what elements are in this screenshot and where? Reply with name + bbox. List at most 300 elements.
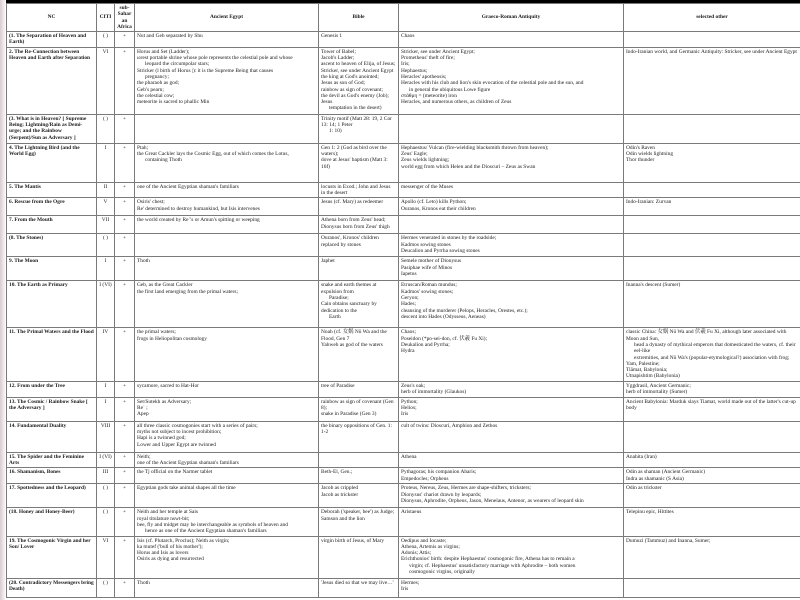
cell-graeco [399, 216, 624, 234]
cell-line: Re' determined to destroy humankind, but Isis intervenes [137, 205, 260, 212]
cell-line: Genesis 1 [321, 33, 343, 40]
cell-line: Semele mother of Dionysus [401, 258, 462, 265]
cell-graeco [399, 468, 624, 484]
cell-citi: ( ) [97, 32, 115, 48]
cell-line: Oedipus and Iocaste; [401, 537, 447, 544]
cell-other [624, 216, 800, 234]
cell-line: Thoth [137, 579, 150, 586]
cell-line: containing Thoth [145, 157, 182, 164]
table-row [7, 216, 800, 234]
cell-ssa: + [115, 484, 135, 508]
cell-other [624, 328, 800, 381]
cell-line: Paradise; [329, 294, 349, 301]
cell-line: Hermes venerated in stones by the roadside; [401, 235, 497, 242]
cell-line: the first land emerging from the primal waters; [137, 288, 238, 295]
cell-citi: I [97, 397, 115, 421]
cell-line: all three classic cosmogonies start with a series of pairs; [137, 422, 258, 429]
cell-line: Dionysus born from Zeus' thigh [321, 223, 390, 230]
cell-ssa: + [115, 397, 135, 421]
cell-line: Lower and Upper Egypt are twinned [137, 441, 216, 448]
cell-ssa: + [115, 381, 135, 397]
cell-line: Dionysus' chariot drawn by leopards; [401, 491, 482, 498]
cell-bible [319, 32, 399, 48]
cell-line: hence as one of the Ancient Egyptian shaman's familiars [145, 528, 267, 535]
cell-line: Deukalion and Pyrrha; [401, 341, 450, 348]
cell-egypt [135, 47, 319, 114]
cell-other [624, 198, 800, 216]
cell-line: Odin as shaman (Ancient Germanic) [626, 469, 706, 476]
cell-line: Hephaestus; [401, 67, 428, 74]
cell-line: Hephaestus/ Vulcan (fire-wielding blacksmith thrown from heaven); [401, 144, 549, 151]
cell-graeco [399, 281, 624, 328]
table-row [7, 198, 800, 216]
cell-line: Adonis; Attis; [401, 550, 432, 557]
cell-line: Prometheus' theft of fire; [401, 55, 455, 62]
cell-graeco [399, 198, 624, 216]
cell-line: Japhet [321, 258, 335, 265]
cell-line: messenger of the Muses [401, 183, 453, 190]
cell-line: extremities, and Nü Wa's (popular-etymological?) association with frog; [634, 354, 790, 361]
cell-line: Stricker (l birth of Horus |): it is the Supreme Being that causes [137, 67, 274, 74]
cell-line: Isis (cf. Plutarch, Proclus); Neith as virgin; [137, 537, 230, 544]
cell-line: the devil as God's enemy (Job); Jesus [321, 92, 389, 106]
cell-line: the Tj official on the Narmer tablet [137, 469, 213, 476]
table-row [7, 484, 800, 508]
table-row [7, 397, 800, 421]
cell-bible [319, 234, 399, 257]
cell-citi: I (VI) [97, 281, 115, 328]
cell-egypt [135, 421, 319, 452]
cell-line: Indo-Iranian: Zurvan [626, 199, 672, 206]
cell-line: Yggdrasil, Ancient Germanic; [626, 382, 691, 389]
cell-line: pregnancy; [145, 73, 169, 80]
cell-line: rainbow as sign of covenant; [321, 86, 383, 93]
cell-line: ka mutef ('bull of his mother'); [137, 543, 203, 550]
cell-line: Hades; [401, 301, 416, 308]
cell-line: Geb's pearn; [137, 86, 164, 93]
cell-ssa: + [115, 452, 135, 468]
cell-line: Reʿ ; [137, 405, 148, 412]
cell-other [624, 484, 800, 508]
cell-graeco [399, 578, 624, 597]
cell-bible [319, 143, 399, 182]
cell-line: Earth [329, 313, 341, 320]
cell-egypt [135, 484, 319, 508]
cell-line: στάθμη = (meteorite) iron [401, 92, 457, 99]
cell-line: virgin birth of Jesus, of Mary [321, 537, 385, 544]
cell-line: Trinity motif (Matt 28: 19, 2 Cor 13: 14; 1 Peter [321, 115, 392, 129]
cell-line: Yam, Palestine; [626, 360, 660, 367]
cell-graeco [399, 508, 624, 536]
cell-ssa: + [115, 281, 135, 328]
cell-line: Ancient Babylonia: Marduk slays Tiamat, world made out of the latter's cut-up body [626, 398, 796, 412]
cell-nc: 15. The Spider and the Feminine Arts [7, 452, 97, 468]
cell-egypt [135, 216, 319, 234]
table-row [7, 257, 800, 281]
cell-line: Set/Sutekh as Adversary; [137, 398, 192, 405]
cell-line: Tiāmat, Babylonia; [626, 367, 668, 374]
cell-other [624, 281, 800, 328]
cell-line: Pasiphae wife of Minos [401, 264, 453, 271]
cell-other [624, 182, 800, 198]
cell-ssa: + [115, 508, 135, 536]
cell-egypt [135, 536, 319, 578]
cell-line: Ouranos, Kronos eat their children [401, 205, 476, 212]
cell-line: cult of twins: Dioscuri, Amphion and Zethos [401, 422, 498, 429]
cell-bible [319, 281, 399, 328]
cell-egypt [135, 198, 319, 216]
table-body [7, 32, 800, 597]
cell-line: Noah (cf. 女娲 Nü Wa and the Flood, Gen 7 [321, 329, 387, 342]
cell-other [624, 421, 800, 452]
table-row [7, 32, 800, 48]
cell-egypt [135, 381, 319, 397]
cell-line: Neith; [137, 453, 151, 460]
cell-line: classic China: 女娲 Nü Wa and 伏羲 Fu Xi, although later associated with Moon and Sun, [626, 329, 787, 342]
cell-ssa: + [115, 32, 135, 48]
cell-egypt [135, 397, 319, 421]
cell-nc: 13. The Cosmic / Rainbow Snake [ the Adversary ] [7, 397, 97, 421]
cell-line: leopard the circumpolar stars; [145, 61, 210, 68]
cell-line: frogs in Heliopolitan cosmology [137, 335, 207, 342]
cell-citi: V [97, 198, 115, 216]
cell-line: rainbow as sign of covenant (Gen 8); [321, 398, 394, 412]
cell-graeco [399, 32, 624, 48]
cell-line: Odin wields lightning [626, 151, 674, 158]
cell-bible [319, 468, 399, 484]
cell-line: dove at Jesus' baptism (Matt 3: 16f) [321, 157, 388, 170]
cell-line: Stricker, see under Ancient Egypt [321, 67, 394, 74]
cell-bible [319, 328, 399, 381]
cell-graeco [399, 182, 624, 198]
cell-line: Horus and Isis as lovers [137, 550, 189, 557]
cell-nc: 2. The Re-Connection between Heaven and Earth after Separation [7, 47, 97, 114]
cell-citi: VI [97, 47, 115, 114]
cell-line: Jacob as crippled [321, 485, 359, 492]
cell-graeco [399, 114, 624, 143]
cell-nc: 19. The Cosmogonic Virgin and her Son/ Lover [7, 536, 97, 578]
document-sheet [6, 3, 800, 600]
cell-citi: III [97, 468, 115, 484]
cell-line: Dionysus, Aphrodite, Orpheus, Jason, Menelaus, Antenor, as wearers of leopard skin [401, 497, 584, 504]
cell-line: Anahita (Iran) [626, 453, 657, 460]
cell-line: meteorite is sacred to phallic Min [137, 99, 210, 106]
table-row [7, 143, 800, 182]
cell-line: Athena, Artemis as virgins; [401, 543, 460, 550]
cell-line: Zeus wields lightning; [401, 157, 450, 164]
cell-line: Utnapishtim (Babylonia) [626, 373, 680, 380]
cell-line: head a dynasty of mythical emperors that domesticated the waters, cf. their eel-like [634, 341, 796, 355]
cell-line: Osiris as dying and resurrected [137, 556, 204, 563]
cell-line: Kadmos sowing stones [401, 241, 451, 248]
cell-citi: IV [97, 328, 115, 381]
cell-line: temptation in the desert) [329, 105, 382, 112]
cell-line: Erichthonios' birth: despite Hephaestus' cosmogonic fire, Athena has to remain a [401, 556, 575, 563]
header-selected-other: selected other [624, 4, 800, 32]
cell-graeco [399, 536, 624, 578]
cell-citi: ( ) [97, 508, 115, 536]
cell-nc: 6. Rescue from the Ogre [7, 198, 97, 216]
cell-graeco [399, 397, 624, 421]
cell-egypt [135, 182, 319, 198]
cell-line: Pythagoras; his companion Abaris; [401, 469, 477, 476]
cell-nc: 12. From under the Tree [7, 381, 97, 397]
table-row [7, 381, 800, 397]
cell-line: Jesus (cf. Mary) as redeemer [321, 199, 384, 206]
cell-line: myths not subject to incest prohibition; [137, 429, 222, 436]
cell-egypt [135, 234, 319, 257]
cell-line: Odin's Raven [626, 144, 655, 151]
cell-line: Heracles' apotheosis; [401, 73, 447, 80]
cell-line: Apep [137, 411, 149, 418]
cell-nc: 4. The Lightning Bird (and the World Egg) [7, 143, 97, 182]
cell-nc: (8. The Stones) [7, 234, 97, 257]
cell-graeco [399, 257, 624, 281]
cell-other [624, 452, 800, 468]
cell-egypt [135, 281, 319, 328]
cell-line: snake and earth themes at expulsion from [321, 282, 377, 295]
cell-nc: 5. The Mantis [7, 182, 97, 198]
cell-ssa: + [115, 578, 135, 597]
cell-line: Horus and Set (Ladder); [137, 48, 190, 55]
cell-nc: 16. Shamanism, Bones [7, 468, 97, 484]
cell-line: Stricker, see under Ancient Egypt; [401, 48, 475, 55]
cell-nc: 17. Spottedness and the Leopard) [7, 484, 97, 508]
cell-citi: VIII [97, 421, 115, 452]
cell-ssa: + [115, 182, 135, 198]
cell-line: Iris [401, 411, 409, 418]
cell-egypt [135, 32, 319, 48]
cell-line: Osiris' chest; [137, 199, 165, 206]
cell-graeco [399, 328, 624, 381]
table-header-row [7, 4, 800, 32]
cell-line: Empedocles; Orpheus [401, 475, 449, 482]
cell-line: descent into Hades (Odysseus, Aeneas) [401, 313, 486, 320]
cell-other [624, 257, 800, 281]
cell-line: Dumuzi (Tammuz) and Inanna, Sumer; [626, 537, 711, 544]
cell-bible [319, 114, 399, 143]
comparison-table [6, 3, 800, 598]
cell-line: Athena [401, 453, 417, 460]
cell-bible [319, 452, 399, 468]
cell-bible [319, 578, 399, 597]
cell-line: Inanna's descent (Sumer) [626, 282, 681, 289]
table-row [7, 536, 800, 578]
cell-line: Jesus as son of God; [321, 80, 366, 87]
table-row [7, 578, 800, 597]
cell-line: Iris [401, 585, 409, 592]
cell-line: Egyptian gods take animal shapes all the time [137, 485, 236, 492]
cell-line: herb of immortality (Glaukos) [401, 389, 467, 396]
cell-bible [319, 536, 399, 578]
cell-line: Ptah; [137, 144, 149, 151]
cell-citi: VI [97, 536, 115, 578]
cell-line: sycamore, sacred to Hat-Hor [137, 382, 199, 389]
header-citi: CITI [97, 4, 115, 32]
cell-line: Chaos [401, 33, 415, 40]
cell-nc: 11. The Primal Waters and the Flood [7, 328, 97, 381]
cell-graeco [399, 47, 624, 114]
cell-line: one of the Ancient Egyptian shaman's familiars [137, 183, 239, 190]
cell-bible [319, 47, 399, 114]
cell-line: Odin as trickster [626, 485, 662, 492]
cell-bible [319, 508, 399, 536]
cell-line: Ouranos', Kronos' children replaced by stones [321, 235, 379, 248]
cell-line: Apollo (cf. Leto) kills Python; [401, 199, 467, 206]
cell-graeco [399, 421, 624, 452]
cell-line: Neith and her temple at Sais [137, 509, 198, 516]
table-row [7, 468, 800, 484]
cell-egypt [135, 578, 319, 597]
cell-egypt [135, 508, 319, 536]
cell-line: Proteus, Nereus, Zeus, Hermes are shape-shifters, tricksters; [401, 485, 531, 492]
cell-line: Gen 1: 2 (God as bird over the waters); [321, 144, 387, 158]
cell-line: in general the ubiquitous Lowe figure [409, 86, 491, 93]
cell-line: snake in Paradise (Gen 3) [321, 411, 377, 418]
cell-line: Iris; [401, 61, 410, 68]
cell-line: Deucalion and Pyrrha sowing stones [401, 247, 480, 254]
cell-nc: (20. Contradictory Messengers bring Death) [7, 578, 97, 597]
cell-line: Iapetus [401, 270, 417, 277]
cell-line: ascent to heaven of Elija, of Jesus; [321, 61, 396, 68]
cell-graeco [399, 143, 624, 182]
cell-ssa: + [115, 468, 135, 484]
cell-line: Geryon; [401, 294, 419, 301]
cell-line: ωrest portable shrine whose pole represents the celestial pole and whose [137, 55, 293, 62]
cell-line: Etruscan/Roman mundus; [401, 282, 457, 289]
cell-other [624, 468, 800, 484]
cell-citi: ( ) [97, 234, 115, 257]
cell-ssa: + [115, 328, 135, 381]
table-row [7, 47, 800, 114]
cell-nc: 10. The Earth as Primary [7, 281, 97, 328]
table-row [7, 234, 800, 257]
cell-graeco [399, 484, 624, 508]
cell-line: Cain obtains sanctuary by dedication to the [321, 301, 377, 314]
cell-line: Hermes; [401, 579, 420, 586]
cell-nc: (1. The Separation of Heaven and Earth) [7, 32, 97, 48]
cell-egypt [135, 257, 319, 281]
cell-line: herb of immortality (Sumer) [626, 389, 688, 396]
table-row [7, 421, 800, 452]
cell-line: Jacob's Ladder; [321, 55, 355, 62]
cell-nc: 9. The Moon [7, 257, 97, 281]
cell-line: the celestial cow; [137, 92, 175, 99]
cell-line: Indra as shamanic (S Asia) [626, 475, 684, 482]
cell-other [624, 143, 800, 182]
cell-citi: I [97, 381, 115, 397]
cell-line: virgin; cf. Hephaestus' unsatisfactory marriage with Aphrodite – both women [409, 562, 576, 569]
table-row [7, 508, 800, 536]
cell-nc: 7. From the Mouth [7, 216, 97, 234]
cell-line: Beth-El, Gen.; [321, 469, 353, 476]
table-row [7, 328, 800, 381]
cell-other [624, 381, 800, 397]
cell-other [624, 234, 800, 257]
cell-line: Deborah ('speaker, bee') as Judge; [321, 509, 395, 516]
cell-line: Samson and the lion [321, 515, 365, 522]
cell-line: the world created by Reʿ's or Amun's spitting or weeping [137, 217, 260, 224]
cell-egypt [135, 328, 319, 381]
cell-line: Hydra [401, 348, 415, 355]
cell-ssa: + [115, 198, 135, 216]
cell-bible [319, 257, 399, 281]
cell-ssa: + [115, 114, 135, 143]
cell-line: Helios; [401, 405, 417, 412]
header-graeco-roman: Graeco-Roman Antiquity [399, 4, 624, 32]
cell-graeco [399, 381, 624, 397]
cell-citi: I [97, 257, 115, 281]
cell-line: the primal waters; [137, 329, 176, 336]
header-nc: NC [7, 4, 97, 32]
cell-line: Thoth [137, 258, 150, 265]
cell-egypt [135, 452, 319, 468]
cell-line: Jacob as trickster [321, 491, 359, 498]
cell-ssa: + [115, 47, 135, 114]
table-row [7, 281, 800, 328]
cell-line: Zeus's oak; [401, 382, 426, 389]
cell-line: Telepinu epic, Hittites [626, 509, 674, 516]
cell-line: cosmogonic virgins, originally [409, 569, 475, 576]
cell-egypt [135, 143, 319, 182]
cell-nc: (18. Honey and Honey-Beer) [7, 508, 97, 536]
cell-graeco [399, 234, 624, 257]
header-ancient-egypt: Ancient Egypt [135, 4, 319, 32]
cell-nc: (3. What is in Heaven? [ Supreme Being; Lightning/Rain as Demi-urge; and the Rainbow (Serpent)/Sun as Adversary ] [7, 114, 97, 143]
cell-line: Tower of Babel; [321, 48, 356, 55]
cell-other [624, 508, 800, 536]
cell-line: Kadmos' sowing stones; [401, 288, 454, 295]
cell-ssa: + [115, 216, 135, 234]
cell-line: Nut and Geb separated by Shu [137, 33, 203, 40]
cell-other [624, 114, 800, 143]
cell-line: Poseidon (*po-sei-don, cf. 伏羲 Fu Xi); [401, 335, 488, 342]
cell-other [624, 536, 800, 578]
cell-graeco [399, 452, 624, 468]
cell-ssa: + [115, 257, 135, 281]
cell-ssa: + [115, 143, 135, 182]
cell-other [624, 578, 800, 597]
cell-line: the pharaoh as god; [137, 80, 180, 87]
cell-citi: ( ) [97, 484, 115, 508]
cell-bible [319, 381, 399, 397]
cell-bible [319, 198, 399, 216]
cell-line: world egg from which Helen and the Dioscuri – Zeus as Swan [401, 163, 536, 170]
cell-line: Hapi is a twinned god; [137, 435, 186, 442]
cell-line: Python; [401, 398, 418, 405]
cell-other [624, 47, 800, 114]
cell-citi: VII [97, 216, 115, 234]
table-row [7, 452, 800, 468]
cell-line: locusts in Exod.; John and Jesus in the desert [321, 183, 391, 197]
cell-line: bee, fly and midget may be interchangeable as symbols of heaven and [137, 521, 288, 528]
table-row [7, 114, 800, 143]
cell-line: Heracles with his club and lion's skin evocation of the celestial pole and the sun, and [401, 80, 584, 87]
cell-line: Zeus' Eagle; [401, 151, 428, 158]
cell-line: Heracles, and numerous others, as children of Zeus [401, 99, 512, 106]
header-bible: Bible [319, 4, 399, 32]
cell-line: cleansing of the murderer (Pelops, Heracles, Orestes, etc.); [401, 307, 528, 314]
cell-line: Yahweh as god of the waters [321, 341, 383, 348]
cell-bible [319, 484, 399, 508]
cell-line: Athena born from Zeus' head; [321, 217, 386, 224]
cell-line: 'Jesus died so that we may live…' [321, 579, 394, 586]
cell-line: Indo-Iranian world, and Germanic Antiquity: Stricker, see under Ancient Egypt [626, 48, 797, 55]
cell-egypt [135, 114, 319, 143]
cell-citi: ( ) [97, 578, 115, 597]
cell-line: royal titulature nswt-bit; [137, 515, 190, 522]
cell-bible [319, 397, 399, 421]
